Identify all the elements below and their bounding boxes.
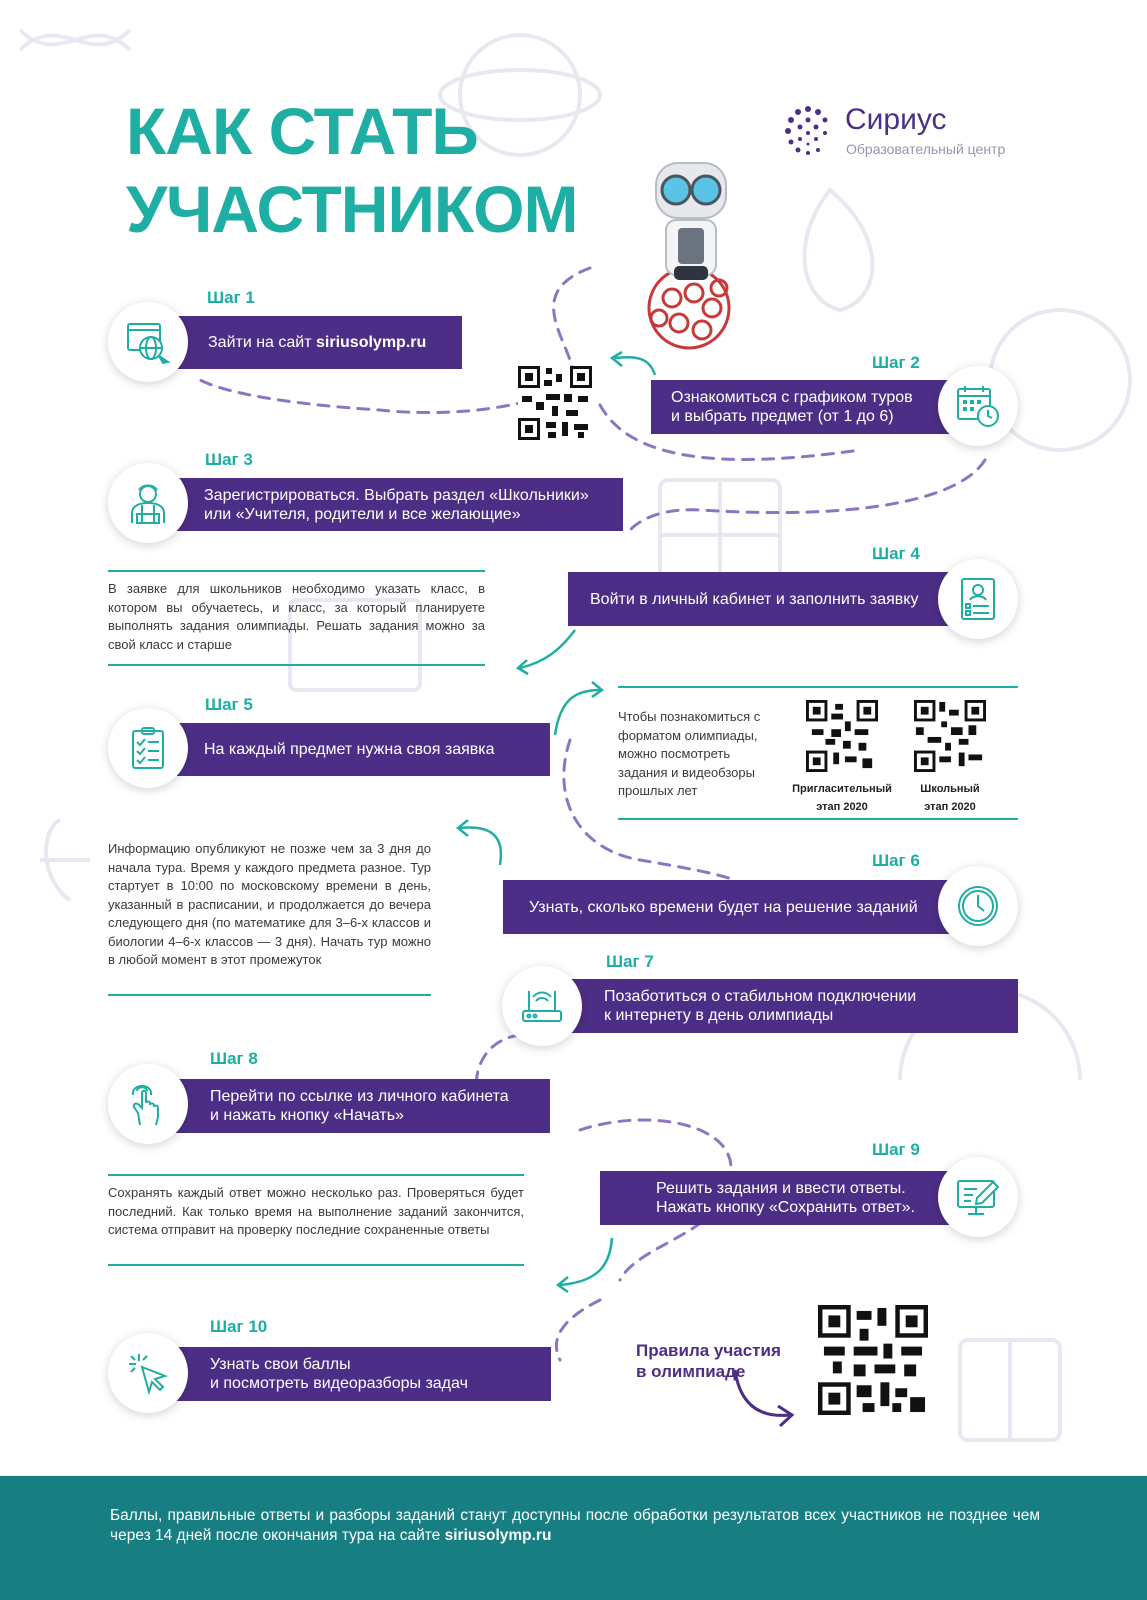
student-icon bbox=[125, 480, 171, 526]
page-title bbox=[126, 92, 577, 248]
site-link[interactable]: siriusolymp.ru bbox=[316, 334, 427, 351]
step-6-label: Шаг 6 bbox=[872, 851, 920, 870]
step-10-bar bbox=[160, 1347, 551, 1401]
footer-site-link[interactable]: siriusolymp.ru bbox=[444, 1527, 552, 1544]
clipboard-icon bbox=[125, 725, 171, 771]
footer-banner bbox=[0, 1476, 1147, 1600]
invitational-stage-qr-code bbox=[806, 700, 878, 772]
router-icon bbox=[519, 983, 565, 1029]
step-6-icon-circle bbox=[938, 866, 1018, 946]
step-3-label: Шаг 3 bbox=[205, 450, 253, 469]
rules-label bbox=[636, 1340, 806, 1382]
step-5-bar bbox=[160, 723, 550, 776]
school-stage-caption bbox=[905, 780, 995, 816]
save-note: Сохранять каждый ответ можно несколько раз. Проверяться будет последний. Как только время на выполнение заданий закончится, система отправит на проверку последние сохраненные ответы bbox=[108, 1174, 524, 1266]
step-7-line-1: Позаботиться о стабильном подключении bbox=[604, 988, 917, 1005]
step-7-icon-circle bbox=[502, 966, 582, 1046]
step-7-bar bbox=[560, 979, 1018, 1033]
step-1-icon-circle bbox=[108, 302, 188, 382]
title-line-2: УЧАСТНИКОМ bbox=[126, 172, 578, 246]
invitational-caption-line-2: этап 2020 bbox=[816, 801, 868, 813]
step-2-icon-circle bbox=[938, 366, 1018, 446]
invitational-stage-caption bbox=[792, 780, 892, 816]
step-4-icon-circle bbox=[938, 559, 1018, 639]
step-10-line-1: Узнать свои баллы bbox=[210, 1356, 351, 1373]
step-5-text: На каждый предмет нужна своя заявка bbox=[204, 741, 495, 758]
step-2-line-2: и выбрать предмет (от 1 до 6) bbox=[671, 408, 894, 425]
tap-hand-icon bbox=[125, 1081, 171, 1127]
step-1-bar bbox=[160, 316, 462, 369]
sirius-dots-icon bbox=[780, 103, 836, 159]
step-3-line-2: или «Учителя, родители и все желающие» bbox=[204, 505, 521, 523]
rules-label-line-1: Правила участия bbox=[636, 1341, 781, 1360]
rules-label-line-2: в олимпиаде bbox=[636, 1362, 746, 1381]
step-9-line-1: Решить задания и ввести ответы. bbox=[656, 1180, 906, 1197]
step-8-line-1: Перейти по ссылке из личного кабинета bbox=[210, 1088, 509, 1105]
title-line-1: КАК СТАТЬ bbox=[126, 94, 478, 168]
schedule-note: Информацию опубликуют не позже чем за 3 дня до начала тура. Время у каждого предмета разное. Тур стартует в 10:00 по московскому времени в день, указанный в расписании, и продолжается до вечера следующего дня (по математике для 3–6-х классов и биологии 4–6-х классов — 3 дня). Начать тур можно в любой момент в этот промежуток bbox=[108, 840, 431, 996]
logo-subtitle: Образовательный центр bbox=[846, 141, 1006, 157]
step-6-text: Узнать, сколько времени будет на решение заданий bbox=[529, 898, 918, 916]
step-8-line-2: и нажать кнопку «Начать» bbox=[210, 1107, 404, 1124]
step-10-line-2: и посмотреть видеоразборы задач bbox=[210, 1375, 468, 1392]
footer-message: Баллы, правильные ответы и разборы заданий станут доступны после обработки результатов всех участников не позднее чем через 14 дней после окончания тура на сайте bbox=[110, 1507, 1040, 1544]
step-6-bar bbox=[503, 880, 951, 934]
step-9-label: Шаг 9 bbox=[872, 1140, 920, 1159]
step-2-bar bbox=[651, 380, 951, 434]
rules-qr-code bbox=[818, 1305, 928, 1415]
step-2-label: Шаг 2 bbox=[872, 353, 920, 372]
cursor-click-icon bbox=[125, 1350, 171, 1396]
step-8-label: Шаг 8 bbox=[210, 1049, 258, 1068]
step-10-label: Шаг 10 bbox=[210, 1317, 268, 1336]
step-9-line-2: Нажать кнопку «Сохранить ответ». bbox=[656, 1199, 915, 1216]
step-7-line-2: к интернету в день олимпиады bbox=[604, 1007, 834, 1024]
robot-mascot-image bbox=[634, 158, 744, 353]
step-3-line-1: Зарегистрироваться. Выбрать раздел «Школьники» bbox=[204, 486, 589, 504]
site-qr-code bbox=[518, 366, 592, 440]
application-form-icon bbox=[955, 576, 1001, 622]
step-4-text: Войти в личный кабинет и заполнить заявку bbox=[590, 590, 919, 608]
step-2-line-1: Ознакомиться с графиком туров bbox=[671, 389, 913, 406]
step-1-text: Зайти на сайт bbox=[208, 334, 312, 351]
school-caption-line-2: этап 2020 bbox=[924, 801, 976, 813]
format-note: Чтобы познакомиться с форматом олимпиады, можно посмотреть задания и видеобзоры прошлых лет bbox=[618, 709, 761, 798]
step-9-bar bbox=[600, 1171, 951, 1225]
school-stage-qr-code bbox=[914, 700, 986, 772]
school-caption-line-1: Школьный bbox=[920, 783, 980, 795]
step-8-bar bbox=[160, 1079, 550, 1133]
calendar-clock-icon bbox=[955, 383, 1001, 429]
monitor-edit-icon bbox=[955, 1174, 1001, 1220]
application-note: В заявке для школьников необходимо указать класс, в котором вы обучаетесь, и класс, за который планируете выполнять задания олимпиады. Решать задания можно за свой класс и старше bbox=[108, 570, 485, 666]
step-3-icon-circle bbox=[108, 463, 188, 543]
footer-text bbox=[110, 1506, 1040, 1546]
step-4-label: Шаг 4 bbox=[872, 544, 920, 563]
step-8-icon-circle bbox=[108, 1064, 188, 1144]
step-9-icon-circle bbox=[938, 1157, 1018, 1237]
invitational-caption-line-1: Пригласительный bbox=[792, 783, 892, 795]
logo-name: Сириус bbox=[845, 103, 947, 136]
step-5-icon-circle bbox=[108, 708, 188, 788]
step-10-icon-circle bbox=[108, 1333, 188, 1413]
step-5-label: Шаг 5 bbox=[205, 695, 253, 714]
step-4-bar bbox=[568, 572, 951, 626]
step-1-label: Шаг 1 bbox=[207, 288, 255, 307]
step-7-label: Шаг 7 bbox=[606, 952, 654, 971]
clock-icon bbox=[955, 883, 1001, 929]
step-3-bar bbox=[160, 478, 623, 531]
web-globe-icon bbox=[125, 319, 171, 365]
